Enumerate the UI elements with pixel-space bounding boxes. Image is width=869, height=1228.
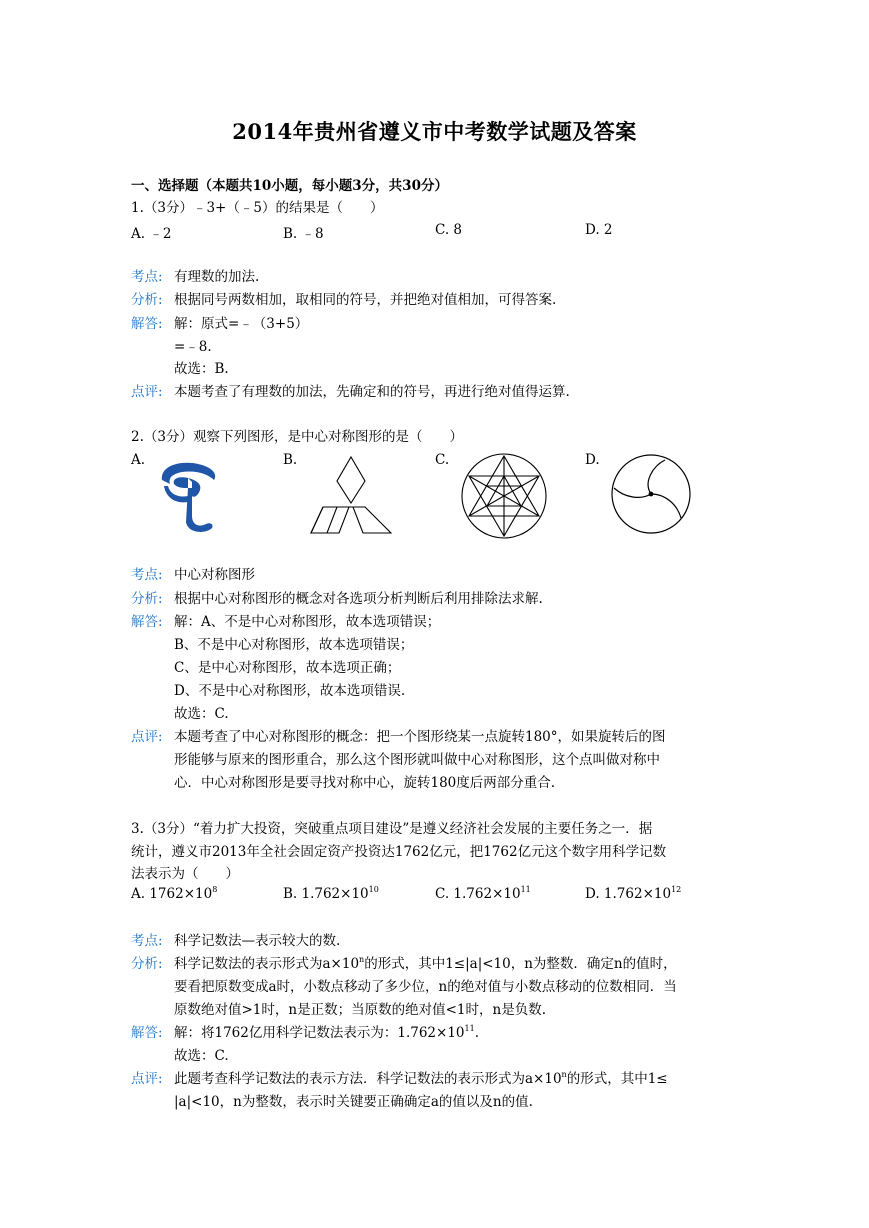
q3-option-d: D. $1.762\times 10^{12}$ — [585, 885, 682, 902]
q2-jieda-line: 故选：C. — [174, 706, 229, 722]
q3-kaodian-label: 考点: — [131, 933, 163, 949]
q3-stem-line: 3.（3分）“着力扩大投资，突破重点项目建设”是遵义经济社会发展的主要任务之一．据 — [131, 821, 653, 837]
q2-dianping-line: 心．中心对称图形是要寻找对称中心，旋转180度后两部分重合. — [174, 775, 556, 791]
q3-fenxi-line: 科学记数法的表示形式为$a\times 10^n$的形式，其中1≤|a|<10，n为整数．确定n的值时， — [174, 955, 677, 972]
q1-stem: 1.（3分）﹣3+（﹣5）的结果是（ ） — [131, 200, 384, 216]
q1-option-d: D. 2 — [585, 222, 613, 238]
q3-stem-line: 法表示为（ ） — [131, 866, 239, 882]
circle-with-three-arcs-icon — [609, 452, 693, 536]
q3-jieda-label: 解答: — [131, 1025, 163, 1041]
q2-kaodian-label: 考点: — [131, 567, 163, 583]
q2-option-d-label: D. — [585, 452, 600, 468]
q1-jieda-line: 故选：B. — [174, 361, 229, 377]
q3-fenxi-line: 原数绝对值>1时，n是正数；当原数的绝对值<1时，n是负数. — [174, 1002, 546, 1018]
china-telecom-logo-icon — [158, 458, 220, 534]
q1-dianping-label: 点评: — [131, 384, 163, 400]
q2-jieda-line: C、是中心对称图形，故本选项正确； — [174, 660, 401, 676]
q1-fenxi-label: 分析: — [131, 292, 163, 308]
q2-jieda-line: 解：A、不是中心对称图形，故本选项错误； — [174, 614, 441, 630]
q3-kaodian: 科学记数法—表示较大的数. — [174, 933, 341, 949]
q2-fenxi-label: 分析: — [131, 591, 163, 607]
q1-option-c: C. 8 — [435, 222, 463, 238]
q3-dianping-label: 点评: — [131, 1071, 163, 1087]
q3-fenxi-line: 要看把原数变成a时，小数点移动了多少位，n的绝对值与小数点移动的位数相同．当 — [174, 979, 677, 995]
q2-stem: 2.（3分）观察下列图形，是中心对称图形的是（ ） — [131, 429, 463, 445]
q2-dianping-line: 本题考查了中心对称图形的概念：把一个图形绕某一点旋转180°，如果旋转后的图 — [174, 729, 666, 745]
q2-kaodian: 中心对称图形 — [174, 567, 255, 583]
q2-dianping-line: 形能够与原来的图形重合，那么这个图形就叫做中心对称图形，这个点叫做对称中 — [174, 752, 660, 768]
six-point-star-in-circle-icon — [459, 451, 549, 541]
q1-jieda-line: =﹣8. — [174, 339, 212, 355]
q3-dianping-line: |a|<10，n为整数，表示时关键要正确确定a的值以及n的值. — [174, 1094, 533, 1110]
q2-option-a-label: A. — [131, 452, 146, 468]
q3-dianping-line: 此题考查科学记数法的表示方法．科学记数法的表示形式为$a\times 10^n$的形式，其中1≤ — [174, 1070, 668, 1087]
section-heading: 一、选择题（本题共10小题，每小题3分，共30分） — [131, 178, 448, 194]
q3-option-a: A. $1762\times 10^8$ — [131, 885, 218, 902]
q1-kaodian: 有理数的加法. — [174, 269, 260, 285]
q3-stem-line: 统计，遵义市2013年全社会固定资产投资达1762亿元，把1762亿元这个数字用科学记数 — [131, 844, 667, 860]
q2-dianping-label: 点评: — [131, 729, 163, 745]
q1-kaodian-label: 考点: — [131, 269, 163, 285]
q1-option-a: A. ﹣2 — [131, 226, 172, 242]
q3-fenxi-label: 分析: — [131, 956, 163, 972]
q3-option-c: C. $1.762\times 10^{11}$ — [435, 885, 531, 902]
q2-fenxi: 根据中心对称图形的概念对各选项分析判断后利用排除法求解. — [174, 591, 543, 607]
q1-jieda-label: 解答: — [131, 316, 163, 332]
q1-fenxi: 根据同号两数相加，取相同的符号，并把绝对值相加，可得答案. — [174, 292, 557, 308]
q3-jieda-line: 故选：C. — [174, 1048, 229, 1064]
q1-option-b: B. ﹣8 — [283, 226, 324, 242]
q3-option-b: B. $1.762\times 10^{10}$ — [283, 885, 379, 902]
q2-option-b-label: B. — [283, 452, 298, 468]
q2-jieda-line: B、不是中心对称图形，故本选项错误； — [174, 637, 414, 653]
page-title: 2014年贵州省遵义市中考数学试题及答案 — [232, 119, 637, 144]
q1-dianping: 本题考查了有理数的加法，先确定和的符号，再进行绝对值得运算. — [174, 384, 570, 400]
three-rhombus-figure-icon — [309, 455, 393, 535]
q2-option-c-label: C. — [435, 452, 450, 468]
q2-jieda-line: D、不是中心对称图形，故本选项错误. — [174, 683, 406, 699]
q1-jieda-line: 解：原式=﹣（3+5） — [174, 316, 309, 332]
q3-jieda-line: 解：将1762亿用科学记数法表示为：$1.762\times 10^{11}$. — [174, 1024, 479, 1041]
q2-jieda-label: 解答: — [131, 614, 163, 630]
